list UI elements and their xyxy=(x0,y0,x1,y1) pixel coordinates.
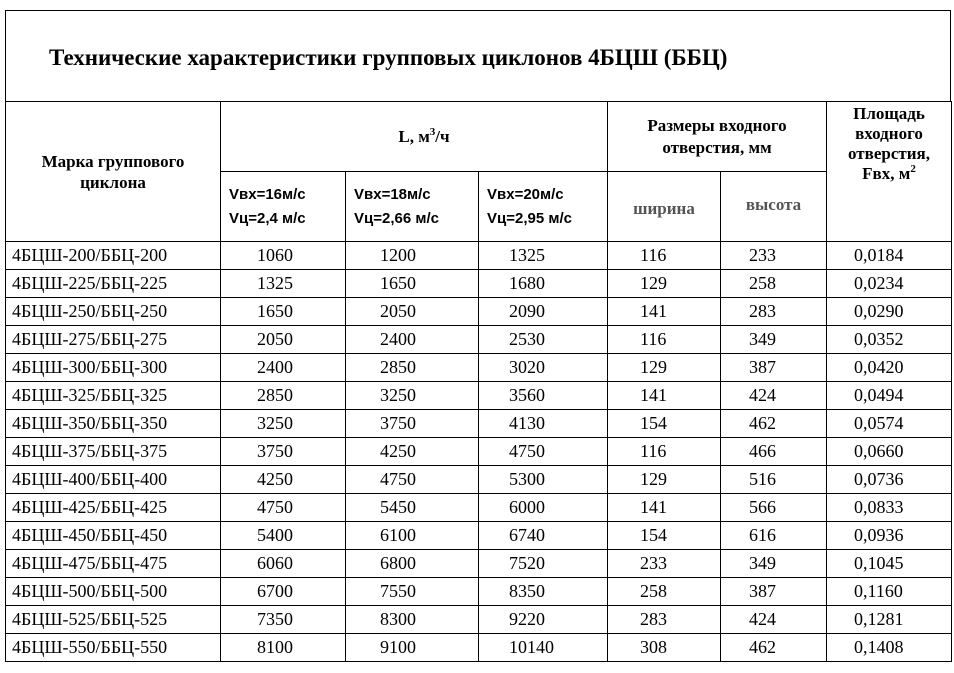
cell-flow-20: 4130 xyxy=(479,410,608,438)
cell-flow-20: 2530 xyxy=(479,326,608,354)
cell-width: 308 xyxy=(608,634,721,662)
cell-flow-16: 1325 xyxy=(221,270,346,298)
header-area-unit: Fвх, м xyxy=(862,164,911,183)
cell-flow-18: 5450 xyxy=(346,494,479,522)
cell-flow-20: 1680 xyxy=(479,270,608,298)
header-flow xyxy=(221,102,608,172)
cell-width: 116 xyxy=(608,438,721,466)
speed-16-vin: Vвх=16м/с xyxy=(229,185,306,203)
header-dims-line2: отверстия, мм xyxy=(662,137,772,157)
cell-area: 0,1281 xyxy=(827,606,952,634)
cell-flow-20: 9220 xyxy=(479,606,608,634)
cell-flow-16: 3250 xyxy=(221,410,346,438)
cell-flow-16: 4250 xyxy=(221,466,346,494)
cell-flow-16: 5400 xyxy=(221,522,346,550)
cell-height: 424 xyxy=(721,606,827,634)
cell-brand: 4БЦШ-300/ББЦ-300 xyxy=(6,354,221,382)
table-row xyxy=(6,242,952,270)
speed-20-vc: Vц=2,95 м/с xyxy=(487,209,572,227)
cell-height: 462 xyxy=(721,410,827,438)
cell-height: 516 xyxy=(721,466,827,494)
table-row xyxy=(6,298,952,326)
cell-brand: 4БЦШ-400/ББЦ-400 xyxy=(6,466,221,494)
table-row xyxy=(6,354,952,382)
cell-flow-16: 2400 xyxy=(221,354,346,382)
cell-flow-18: 4750 xyxy=(346,466,479,494)
speed-20-vin: Vвх=20м/с xyxy=(487,185,564,203)
cell-flow-18: 9100 xyxy=(346,634,479,662)
header-area xyxy=(827,102,952,242)
cyclone-specs-table xyxy=(5,101,952,662)
header-dimensions xyxy=(608,102,827,172)
header-speed-20 xyxy=(479,172,608,242)
cell-brand: 4БЦШ-475/ББЦ-475 xyxy=(6,550,221,578)
header-flow-suffix: /ч xyxy=(435,126,450,146)
cell-flow-18: 1650 xyxy=(346,270,479,298)
cell-flow-16: 1650 xyxy=(221,298,346,326)
page-title: Технические характеристики групповых циклонов 4БЦШ (ББЦ) xyxy=(49,45,728,70)
cell-flow-16: 1060 xyxy=(221,242,346,270)
cell-flow-16: 2850 xyxy=(221,382,346,410)
cell-area: 0,0574 xyxy=(827,410,952,438)
cell-flow-20: 7520 xyxy=(479,550,608,578)
header-area-line4 xyxy=(827,164,951,184)
cell-flow-16: 8100 xyxy=(221,634,346,662)
cell-area: 0,1160 xyxy=(827,578,952,606)
cell-brand: 4БЦШ-425/ББЦ-425 xyxy=(6,494,221,522)
table-row xyxy=(6,634,952,662)
table-row xyxy=(6,326,952,354)
cell-width: 154 xyxy=(608,410,721,438)
speed-16-vc: Vц=2,4 м/с xyxy=(229,209,306,227)
table-row xyxy=(6,270,952,298)
cell-flow-20: 6740 xyxy=(479,522,608,550)
table-body xyxy=(6,242,952,662)
cell-area: 0,1045 xyxy=(827,550,952,578)
cell-flow-20: 5300 xyxy=(479,466,608,494)
cell-width: 154 xyxy=(608,522,721,550)
cell-brand: 4БЦШ-450/ББЦ-450 xyxy=(6,522,221,550)
cell-height: 387 xyxy=(721,354,827,382)
cell-width: 116 xyxy=(608,326,721,354)
cell-flow-20: 3560 xyxy=(479,382,608,410)
cell-brand: 4БЦШ-550/ББЦ-550 xyxy=(6,634,221,662)
header-speed-18 xyxy=(346,172,479,242)
table-row xyxy=(6,522,952,550)
cell-height: 466 xyxy=(721,438,827,466)
cell-width: 129 xyxy=(608,354,721,382)
cell-flow-18: 3250 xyxy=(346,382,479,410)
title-cell xyxy=(5,10,951,101)
cell-flow-20: 2090 xyxy=(479,298,608,326)
cell-height: 616 xyxy=(721,522,827,550)
header-area-line1: Площадь xyxy=(853,104,925,123)
cell-flow-16: 3750 xyxy=(221,438,346,466)
cell-width: 258 xyxy=(608,578,721,606)
cell-height: 462 xyxy=(721,634,827,662)
cell-flow-18: 2050 xyxy=(346,298,479,326)
cell-flow-18: 6800 xyxy=(346,550,479,578)
cell-flow-18: 8300 xyxy=(346,606,479,634)
table-row xyxy=(6,382,952,410)
header-area-line3: отверстия, xyxy=(848,144,930,163)
cell-flow-20: 3020 xyxy=(479,354,608,382)
cell-area: 0,0833 xyxy=(827,494,952,522)
cell-width: 116 xyxy=(608,242,721,270)
cell-brand: 4БЦШ-525/ББЦ-525 xyxy=(6,606,221,634)
header-height: высота xyxy=(721,172,827,242)
header-brand-line2: циклона xyxy=(80,172,146,192)
cell-flow-20: 1325 xyxy=(479,242,608,270)
cell-flow-18: 4250 xyxy=(346,438,479,466)
cell-flow-20: 6000 xyxy=(479,494,608,522)
cell-flow-20: 4750 xyxy=(479,438,608,466)
cell-flow-18: 1200 xyxy=(346,242,479,270)
header-width: ширина xyxy=(608,172,721,242)
speed-18-vc: Vц=2,66 м/с xyxy=(354,209,439,227)
table-row xyxy=(6,438,952,466)
cell-brand: 4БЦШ-325/ББЦ-325 xyxy=(6,382,221,410)
cell-flow-16: 2050 xyxy=(221,326,346,354)
cell-flow-18: 2400 xyxy=(346,326,479,354)
cell-brand: 4БЦШ-375/ББЦ-375 xyxy=(6,438,221,466)
cell-flow-20: 8350 xyxy=(479,578,608,606)
cell-width: 129 xyxy=(608,270,721,298)
header-speed-16 xyxy=(221,172,346,242)
cell-width: 141 xyxy=(608,382,721,410)
cell-height: 233 xyxy=(721,242,827,270)
cell-brand: 4БЦШ-500/ББЦ-500 xyxy=(6,578,221,606)
table-row xyxy=(6,466,952,494)
cell-area: 0,0234 xyxy=(827,270,952,298)
cell-area: 0,0290 xyxy=(827,298,952,326)
cell-area: 0,0736 xyxy=(827,466,952,494)
cell-flow-20: 10140 xyxy=(479,634,608,662)
cell-height: 424 xyxy=(721,382,827,410)
table-row xyxy=(6,494,952,522)
header-flow-label: L, м xyxy=(398,126,430,146)
cell-height: 258 xyxy=(721,270,827,298)
cell-width: 129 xyxy=(608,466,721,494)
table-row xyxy=(6,606,952,634)
cell-flow-16: 7350 xyxy=(221,606,346,634)
header-brand xyxy=(6,102,221,242)
cell-flow-18: 3750 xyxy=(346,410,479,438)
table-row xyxy=(6,578,952,606)
cell-flow-16: 4750 xyxy=(221,494,346,522)
cell-brand: 4БЦШ-350/ББЦ-350 xyxy=(6,410,221,438)
header-row-1 xyxy=(6,102,952,172)
header-dims-line1: Размеры входного xyxy=(647,115,787,135)
cell-width: 141 xyxy=(608,298,721,326)
table-row xyxy=(6,410,952,438)
table-row xyxy=(6,550,952,578)
cell-width: 141 xyxy=(608,494,721,522)
cell-brand: 4БЦШ-225/ББЦ-225 xyxy=(6,270,221,298)
cell-height: 349 xyxy=(721,326,827,354)
cell-area: 0,0936 xyxy=(827,522,952,550)
cell-flow-18: 2850 xyxy=(346,354,479,382)
cell-area: 0,0352 xyxy=(827,326,952,354)
cell-area: 0,0660 xyxy=(827,438,952,466)
header-area-line2: входного xyxy=(855,124,923,143)
cell-flow-16: 6060 xyxy=(221,550,346,578)
cell-height: 349 xyxy=(721,550,827,578)
cell-area: 0,0184 xyxy=(827,242,952,270)
cell-brand: 4БЦШ-275/ББЦ-275 xyxy=(6,326,221,354)
cell-area: 0,1408 xyxy=(827,634,952,662)
cell-height: 387 xyxy=(721,578,827,606)
cell-flow-18: 7550 xyxy=(346,578,479,606)
cell-area: 0,0420 xyxy=(827,354,952,382)
cell-flow-18: 6100 xyxy=(346,522,479,550)
cell-brand: 4БЦШ-200/ББЦ-200 xyxy=(6,242,221,270)
speed-18-vin: Vвх=18м/с xyxy=(354,185,431,203)
cell-area: 0,0494 xyxy=(827,382,952,410)
cell-height: 283 xyxy=(721,298,827,326)
cell-height: 566 xyxy=(721,494,827,522)
header-area-sup: 2 xyxy=(910,163,916,175)
cell-width: 233 xyxy=(608,550,721,578)
header-flow-sup: 3 xyxy=(429,125,436,138)
header-brand-line1: Марка группового xyxy=(41,151,185,171)
document xyxy=(5,10,951,662)
cell-brand: 4БЦШ-250/ББЦ-250 xyxy=(6,298,221,326)
cell-width: 283 xyxy=(608,606,721,634)
cell-flow-16: 6700 xyxy=(221,578,346,606)
